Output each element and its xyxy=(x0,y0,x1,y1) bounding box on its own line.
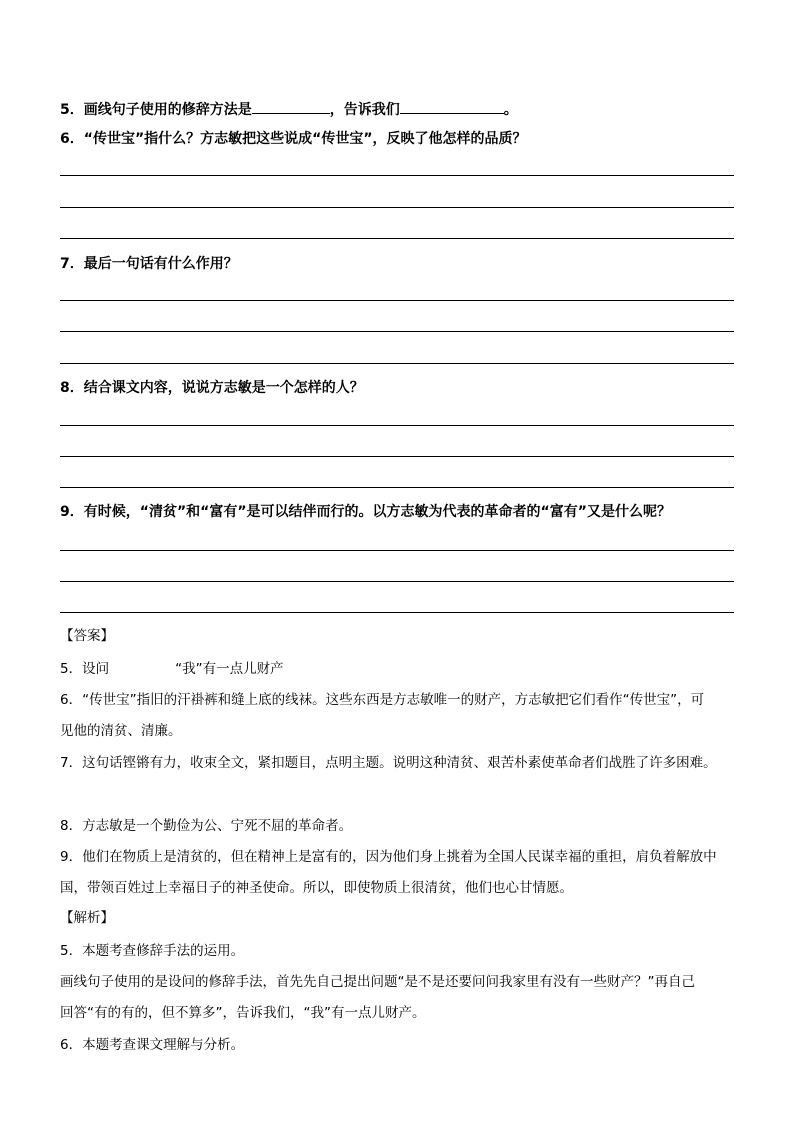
answer-line[interactable] xyxy=(60,550,734,551)
question-8: 8．结合课文内容，说说方志敏是一个怎样的人？ xyxy=(60,380,364,396)
question-5-part1: 5．画线句子使用的修辞方法是 xyxy=(60,102,252,118)
analysis-line-3: 回答“有的有的，但不算多”，告诉我们，“我”有一点儿财产。 xyxy=(60,1005,426,1021)
answer-7: 7．这句话铿锵有力，收束全文，紧扣题目，点明主题。说明这种清贫、艰苦朴素使革命者们战胜了许多困难。 xyxy=(60,755,717,771)
answer-6-line1: 6．“传世宝”指旧的汗褂裤和缝上底的线袜。这些东西是方志敏唯一的财产，方志敏把它们看作“传世宝”，可 xyxy=(60,692,705,708)
answer-line[interactable] xyxy=(60,456,734,457)
answer-6-line2: 见他的清贫、清廉。 xyxy=(60,723,182,739)
analysis-line-1: 5．本题考查修辞手法的运用。 xyxy=(60,943,245,959)
answer-line[interactable] xyxy=(60,487,734,488)
answer-line[interactable] xyxy=(60,331,734,332)
answer-5-text: “我”有一点儿财产 xyxy=(175,661,284,677)
question-6: 6．“传世宝”指什么？方志敏把这些说成“传世宝”，反映了他怎样的品质？ xyxy=(60,131,527,147)
answer-line[interactable] xyxy=(60,612,734,613)
question-5-part2: ，告诉我们 xyxy=(329,102,400,118)
question-5-part3: 。 xyxy=(503,102,518,118)
analysis-line-4: 6．本题考查课文理解与分析。 xyxy=(60,1037,245,1053)
answer-blank-1[interactable] xyxy=(252,99,330,114)
analysis-heading: 【解析】 xyxy=(60,910,114,926)
answer-8: 8．方志敏是一个勤俭为公、宁死不屈的革命者。 xyxy=(60,818,353,834)
answer-5-label: 5．设问 xyxy=(60,661,110,677)
answer-line[interactable] xyxy=(60,581,734,582)
answer-line[interactable] xyxy=(60,238,734,239)
question-9: 9．有时候，“清贫”和“富有”是可以结伴而行的。以方志敏为代表的革命者的“富有”又是什么呢？ xyxy=(60,504,671,520)
answer-blank-2[interactable] xyxy=(400,99,504,114)
answer-line[interactable] xyxy=(60,300,734,301)
answer-9-line1: 9．他们在物质上是清贫的，但在精神上是富有的，因为他们身上挑着为全国人民谋幸福的重担，肩负着解放中 xyxy=(60,849,717,865)
answer-line[interactable] xyxy=(60,207,734,208)
analysis-line-2: 画线句子使用的是设问的修辞手法，首先先自己提出问题“是不是还要问问我家里有没有一些财产？”再自己 xyxy=(60,974,695,990)
question-5 xyxy=(60,99,518,119)
answer-5 xyxy=(60,660,284,678)
answer-heading: 【答案】 xyxy=(60,628,114,644)
answer-line[interactable] xyxy=(60,425,734,426)
answer-line[interactable] xyxy=(60,175,734,176)
question-7: 7．最后一句话有什么作用？ xyxy=(60,256,238,272)
answer-9-line2: 国，带领百姓过上幸福日子的神圣使命。所以，即使物质上很清贫，他们也心甘情愿。 xyxy=(60,880,573,896)
answer-line[interactable] xyxy=(60,363,734,364)
